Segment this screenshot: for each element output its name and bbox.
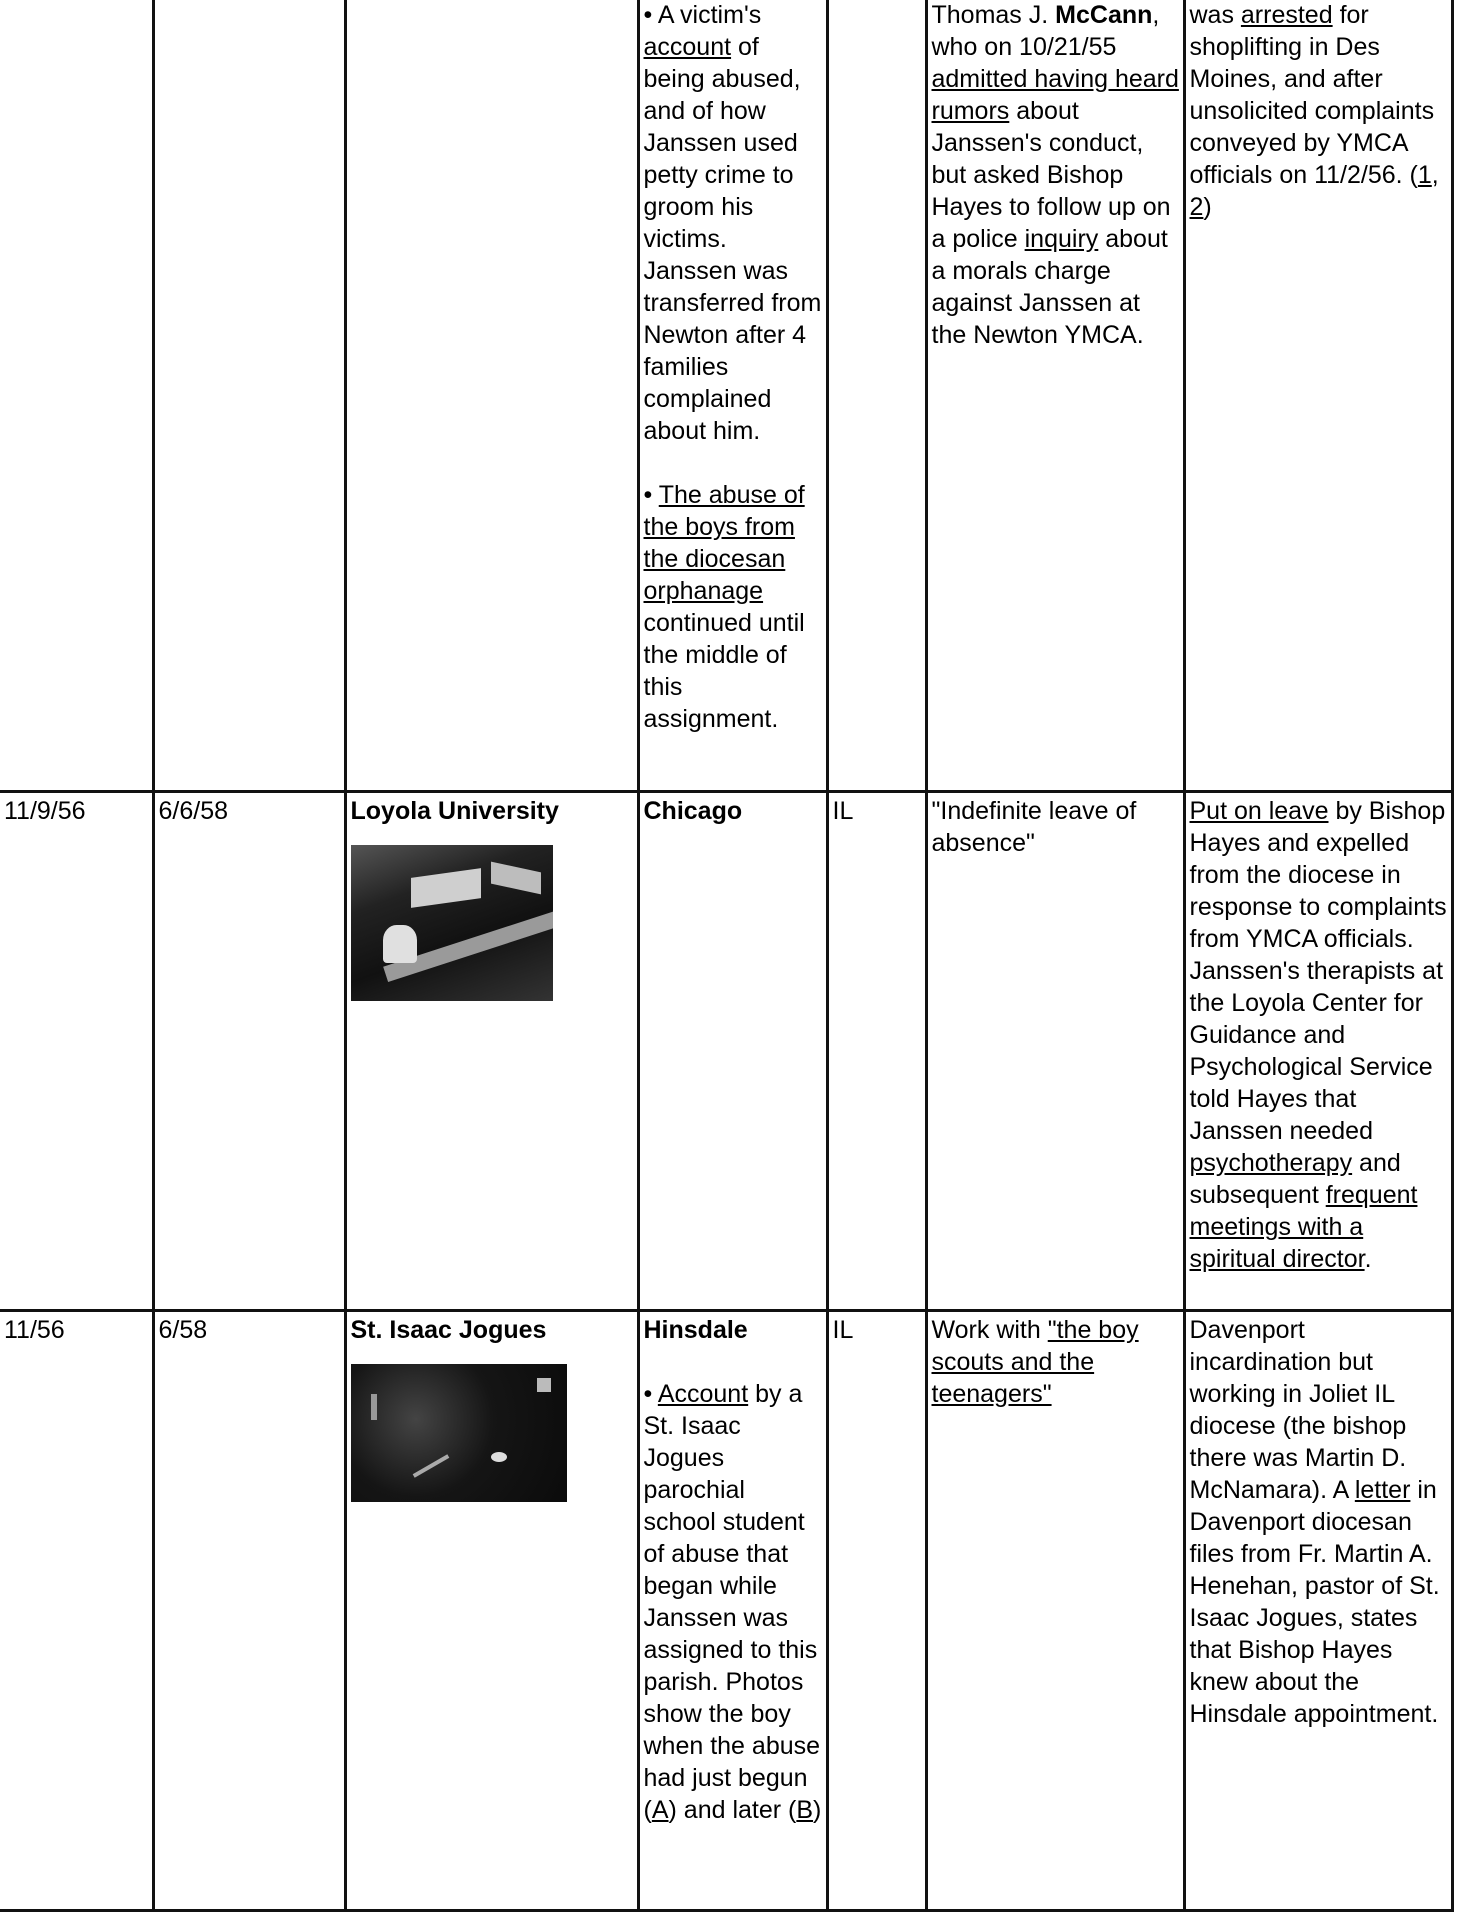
place-name: Loyola University (350, 797, 559, 825)
paragraph-gap (644, 447, 823, 479)
place-cell (345, 0, 638, 792)
notes-cell (638, 0, 827, 792)
notes-text: continued until the middle of this assignment. (643, 609, 805, 733)
paragraph-gap (644, 1346, 823, 1378)
notes-text: • A victim's (643, 1, 762, 29)
photo-a-link[interactable]: A (651, 1796, 669, 1824)
loyola-university-photo[interactable] (351, 845, 553, 1001)
put-on-leave-link[interactable]: Put on leave (1189, 797, 1329, 825)
place-cell (345, 792, 638, 1311)
photo-b-link[interactable]: B (796, 1796, 814, 1824)
photo-detail (411, 868, 481, 908)
notes-text: ) (813, 1796, 822, 1824)
source-link-1[interactable]: 1 (1417, 161, 1432, 189)
orphanage-abuse-link[interactable]: The abuse of the boys from the diocesan orphanage (643, 481, 805, 605)
arrested-link[interactable]: arrested (1240, 1, 1333, 29)
admitted-rumors-link[interactable]: admitted having heard rumors (931, 65, 1179, 125)
comment-text: in Davenport diocesan files from Fr. Martin A. Henehan, pastor of St. Isaac Jogues, states that Bishop Hayes knew about the Hinsdale appointment. (1189, 1476, 1440, 1728)
photo-detail (371, 1394, 377, 1420)
comment-cell (1184, 0, 1452, 792)
assignment-text: , who on 10/21/55 (931, 1, 1160, 61)
spiritual-director-link[interactable]: frequent meetings with a spiritual director (1189, 1181, 1418, 1273)
start-date-cell (0, 0, 153, 792)
place-cell (345, 1311, 638, 1911)
end-date-cell (153, 0, 345, 792)
notes-text: • (643, 481, 659, 509)
state-cell (827, 0, 926, 792)
comment-text: was (1189, 1, 1241, 29)
city-name: Chicago (643, 797, 743, 825)
source-link-2[interactable]: 2 (1189, 193, 1204, 221)
assignment-text: Work with (931, 1316, 1048, 1344)
inquiry-link[interactable]: inquiry (1024, 225, 1099, 253)
psychotherapy-link[interactable]: psychotherapy (1189, 1149, 1353, 1177)
table-row (0, 1311, 1452, 1911)
start-date-cell: 11/56 (0, 1311, 153, 1911)
end-date-cell: 6/58 (153, 1311, 345, 1911)
comment-text: for shoplifting in Des Moines, and after unsolicited complaints conveyed by YMCA officials on 11/2/56. ( (1189, 1, 1435, 189)
photo-detail (412, 1454, 449, 1477)
state-cell: IL (827, 792, 926, 1311)
assignment-cell: "Indefinite leave of absence" (926, 792, 1184, 1311)
comment-text: by Bishop Hayes and expelled from the diocese in response to complaints from YMCA officials. Janssen's therapists at the Loyola Center for Guidance and Psychological Service told Hayes that Janssen needed (1189, 797, 1447, 1145)
letter-link[interactable]: letter (1354, 1476, 1411, 1504)
notes-text: • (643, 1380, 658, 1408)
comment-cell (1184, 792, 1452, 1311)
assignment-cell (926, 1311, 1184, 1911)
comment-text: Davenport incardination but working in Joliet IL diocese (the bishop there was Martin D. McNamara). A (1189, 1316, 1407, 1504)
boy-scouts-link[interactable]: "the boy scouts and the teenagers" (931, 1316, 1139, 1408)
table-row (0, 0, 1452, 792)
notes-cell (638, 1311, 827, 1911)
notes-text: of being abused, and of how Janssen used petty crime to groom his victims. Janssen was transferred from Newton after 4 families complained about him. (643, 33, 822, 445)
comment-text: and subsequent (1189, 1149, 1401, 1209)
notes-text: by a St. Isaac Jogues parochial school student of abuse that began while Janssen was assigned to this parish. Photos show the boy when the abuse had just begun ( (643, 1380, 821, 1824)
city-cell (638, 792, 827, 1311)
photo-detail (383, 925, 417, 963)
place-name: St. Isaac Jogues (350, 1316, 547, 1344)
assignment-text: about Janssen's conduct, but asked Bishop Hayes to follow up on a police (931, 97, 1171, 253)
account-link[interactable]: Account (657, 1380, 749, 1408)
end-date-cell: 6/6/58 (153, 792, 345, 1311)
city-name: Hinsdale (643, 1316, 748, 1344)
photo-detail (537, 1378, 551, 1392)
st-isaac-jogues-photo[interactable] (351, 1364, 567, 1502)
comment-text: . (1364, 1245, 1372, 1273)
start-date-cell: 11/9/56 (0, 792, 153, 1311)
assignment-cell (926, 0, 1184, 792)
photo-detail (491, 862, 541, 895)
comment-text: ) (1203, 193, 1212, 221)
comment-cell (1184, 1311, 1452, 1911)
account-link[interactable]: account (643, 33, 732, 61)
assignment-text: Thomas J. (931, 1, 1056, 29)
person-name: McCann (1055, 1, 1153, 29)
state-cell: IL (827, 1311, 926, 1911)
notes-text: ) and later ( (668, 1796, 797, 1824)
assignment-text: about a morals charge against Janssen at the Newton YMCA. (931, 225, 1168, 349)
comment-text: , (1431, 161, 1439, 189)
table-row (0, 792, 1452, 1311)
photo-detail (491, 1452, 507, 1462)
